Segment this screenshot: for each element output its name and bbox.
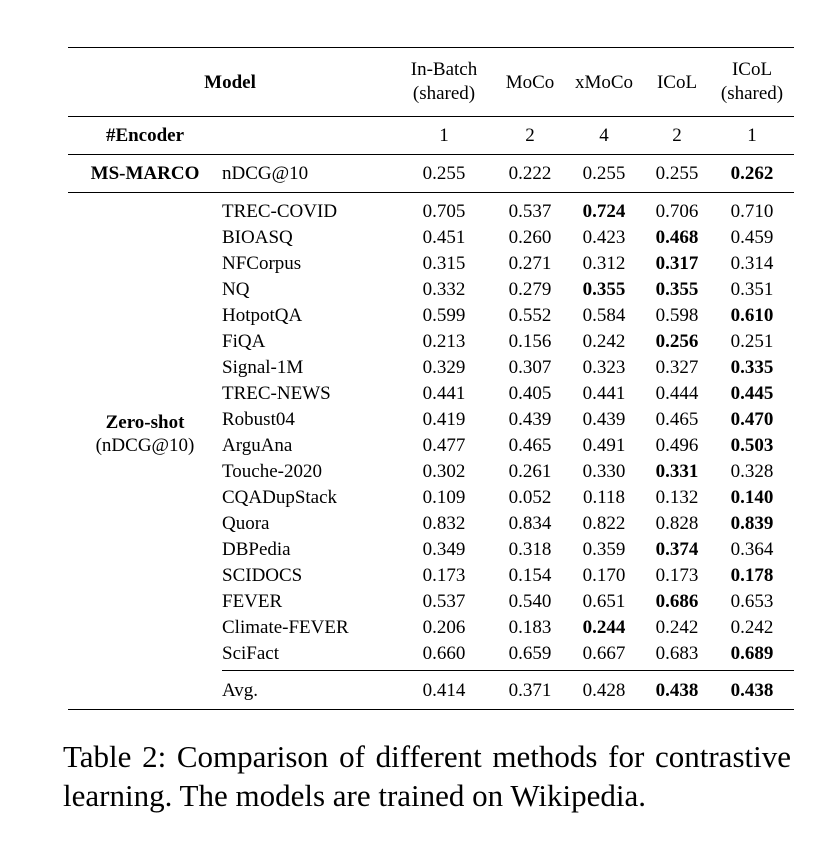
zero-shot-row (68, 193, 794, 225)
score-cell: 0.312 (582, 252, 626, 274)
score-cell: 0.251 (730, 330, 774, 352)
score-cell: 0.173 (422, 564, 466, 586)
score-cell: 0.451 (422, 226, 466, 248)
score-cell: 0.332 (422, 278, 466, 300)
score-cell: 0.491 (582, 434, 626, 456)
score-cell: 0.689 (730, 642, 774, 664)
avg-value: 0.438 (710, 671, 794, 710)
score-cell: 0.651 (582, 590, 626, 612)
table-caption: Table 2: Comparison of different methods for contrastive learning. The models are trained on Wikipedia. (63, 739, 791, 813)
zero-shot-body (68, 193, 794, 710)
score-cell: 0.314 (730, 252, 774, 274)
dataset-name: TREC-NEWS (222, 382, 331, 404)
score-cell: 0.242 (582, 330, 626, 352)
score-cell: 0.724 (564, 193, 644, 225)
score-cell: 0.213 (422, 330, 466, 352)
score-cell: 0.441 (422, 382, 466, 404)
score-cell: 0.132 (655, 486, 699, 508)
score-cell: 0.822 (582, 512, 626, 534)
score-cell: 0.315 (422, 252, 466, 274)
avg-row (68, 671, 794, 710)
score-cell: 0.496 (655, 434, 699, 456)
avg-value: 0.438 (644, 671, 710, 710)
msmarco-value: 0.255 (392, 155, 496, 193)
avg-group-empty (68, 671, 222, 710)
score-cell: 0.307 (508, 356, 552, 378)
score-cell: 0.552 (508, 304, 552, 326)
msmarco-group-label: MS-MARCO (68, 155, 222, 193)
header-icol: ICoL (644, 48, 710, 117)
msmarco-value: 0.222 (496, 155, 564, 193)
score-cell: 0.374 (655, 538, 699, 560)
dataset-name: BIOASQ (222, 226, 293, 248)
score-cell: 0.653 (730, 590, 774, 612)
dataset-name: Climate-FEVER (222, 616, 349, 638)
score-cell: 0.323 (582, 356, 626, 378)
score-cell: 0.706 (644, 193, 710, 225)
dataset-name: Quora (222, 512, 270, 534)
score-cell: 0.170 (582, 564, 626, 586)
dataset-name: NQ (222, 278, 250, 300)
score-cell: 0.173 (655, 564, 699, 586)
encoder-value: 4 (564, 117, 644, 155)
score-cell: 0.359 (582, 538, 626, 560)
score-cell: 0.660 (422, 642, 466, 664)
score-cell: 0.537 (422, 590, 466, 612)
score-cell: 0.330 (582, 460, 626, 482)
dataset-name: NFCorpus (222, 252, 302, 274)
score-cell: 0.705 (392, 193, 496, 225)
score-cell: 0.335 (730, 356, 774, 378)
header-model: Model (68, 48, 392, 117)
dataset-name: Signal-1M (222, 356, 304, 378)
dataset-name: Robust04 (222, 408, 295, 430)
dataset-name: SCIDOCS (222, 564, 303, 586)
score-cell: 0.244 (582, 616, 626, 638)
score-cell: 0.302 (422, 460, 466, 482)
score-cell: 0.610 (730, 304, 774, 326)
avg-value: 0.371 (496, 671, 564, 710)
score-cell: 0.834 (508, 512, 552, 534)
encoder-value: 2 (496, 117, 564, 155)
msmarco-value: 0.255 (644, 155, 710, 193)
score-cell: 0.598 (655, 304, 699, 326)
avg-value: 0.428 (564, 671, 644, 710)
score-cell: 0.439 (508, 408, 552, 430)
dataset-name: CQADupStack (222, 486, 338, 508)
score-cell: 0.468 (655, 226, 699, 248)
dataset-name: DBPedia (222, 538, 291, 560)
score-cell: 0.331 (655, 460, 699, 482)
score-cell: 0.710 (710, 193, 794, 225)
score-cell: 0.355 (655, 278, 699, 300)
score-cell: 0.242 (655, 616, 699, 638)
dataset-name: FiQA (222, 330, 266, 352)
score-cell: 0.271 (508, 252, 552, 274)
zero-shot-group-label (68, 193, 222, 671)
score-cell: 0.686 (655, 590, 699, 612)
score-cell: 0.327 (655, 356, 699, 378)
dataset-name: TREC-COVID (222, 193, 392, 225)
encoder-row (68, 117, 794, 155)
zero-shot-group-subtitle: (nDCG@10) (95, 435, 195, 457)
dataset-name: FEVER (222, 590, 283, 612)
header-icol-shared (710, 48, 794, 117)
score-cell: 0.364 (730, 538, 774, 560)
encoder-value: 1 (710, 117, 794, 155)
score-cell: 0.206 (422, 616, 466, 638)
score-cell: 0.540 (508, 590, 552, 612)
header-in-batch-line1: In-Batch (410, 59, 478, 80)
score-cell: 0.318 (508, 538, 552, 560)
encoder-label: #Encoder (68, 117, 222, 155)
score-cell: 0.503 (730, 434, 774, 456)
msmarco-row (68, 155, 794, 193)
score-cell: 0.683 (655, 642, 699, 664)
zero-shot-group-title: Zero-shot (105, 412, 185, 434)
header-xmoco: xMoCo (564, 48, 644, 117)
score-cell: 0.828 (655, 512, 699, 534)
score-cell: 0.355 (582, 278, 626, 300)
header-moco: MoCo (496, 48, 564, 117)
score-cell: 0.465 (508, 434, 552, 456)
score-cell: 0.832 (422, 512, 466, 534)
score-cell: 0.261 (508, 460, 552, 482)
score-cell: 0.052 (508, 486, 552, 508)
header-in-batch (392, 48, 496, 117)
score-cell: 0.537 (496, 193, 564, 225)
score-cell: 0.317 (655, 252, 699, 274)
score-cell: 0.109 (422, 486, 466, 508)
encoder-value: 1 (392, 117, 496, 155)
header-row (68, 48, 794, 117)
score-cell: 0.439 (582, 408, 626, 430)
score-cell: 0.140 (730, 486, 774, 508)
encoder-value: 2 (644, 117, 710, 155)
msmarco-value: 0.255 (564, 155, 644, 193)
score-cell: 0.156 (508, 330, 552, 352)
score-cell: 0.667 (582, 642, 626, 664)
score-cell: 0.839 (730, 512, 774, 534)
score-cell: 0.351 (730, 278, 774, 300)
header-icol-shared-line1: ICoL (731, 59, 773, 80)
score-cell: 0.477 (422, 434, 466, 456)
score-cell: 0.465 (655, 408, 699, 430)
score-cell: 0.178 (730, 564, 774, 586)
header-icol-shared-line2: (shared) (720, 83, 784, 104)
score-cell: 0.260 (508, 226, 552, 248)
score-cell: 0.470 (730, 408, 774, 430)
avg-label: Avg. (222, 671, 392, 710)
score-cell: 0.423 (582, 226, 626, 248)
score-cell: 0.445 (730, 382, 774, 404)
score-cell: 0.242 (730, 616, 774, 638)
msmarco-value: 0.262 (710, 155, 794, 193)
score-cell: 0.419 (422, 408, 466, 430)
score-cell: 0.279 (508, 278, 552, 300)
score-cell: 0.405 (508, 382, 552, 404)
score-cell: 0.659 (508, 642, 552, 664)
score-cell: 0.349 (422, 538, 466, 560)
score-cell: 0.599 (422, 304, 466, 326)
score-cell: 0.328 (730, 460, 774, 482)
score-cell: 0.256 (655, 330, 699, 352)
results-table (68, 47, 794, 710)
avg-value: 0.414 (392, 671, 496, 710)
msmarco-metric: nDCG@10 (222, 155, 392, 193)
header-in-batch-line2: (shared) (412, 83, 476, 104)
score-cell: 0.441 (582, 382, 626, 404)
score-cell: 0.329 (422, 356, 466, 378)
dataset-name: HotpotQA (222, 304, 303, 326)
dataset-name: ArguAna (222, 434, 293, 456)
score-cell: 0.444 (655, 382, 699, 404)
dataset-name: Touche-2020 (222, 460, 322, 482)
score-cell: 0.154 (508, 564, 552, 586)
score-cell: 0.118 (582, 486, 626, 508)
score-cell: 0.584 (582, 304, 626, 326)
score-cell: 0.183 (508, 616, 552, 638)
score-cell: 0.459 (730, 226, 774, 248)
dataset-name: SciFact (222, 642, 279, 664)
encoder-empty (222, 117, 392, 155)
